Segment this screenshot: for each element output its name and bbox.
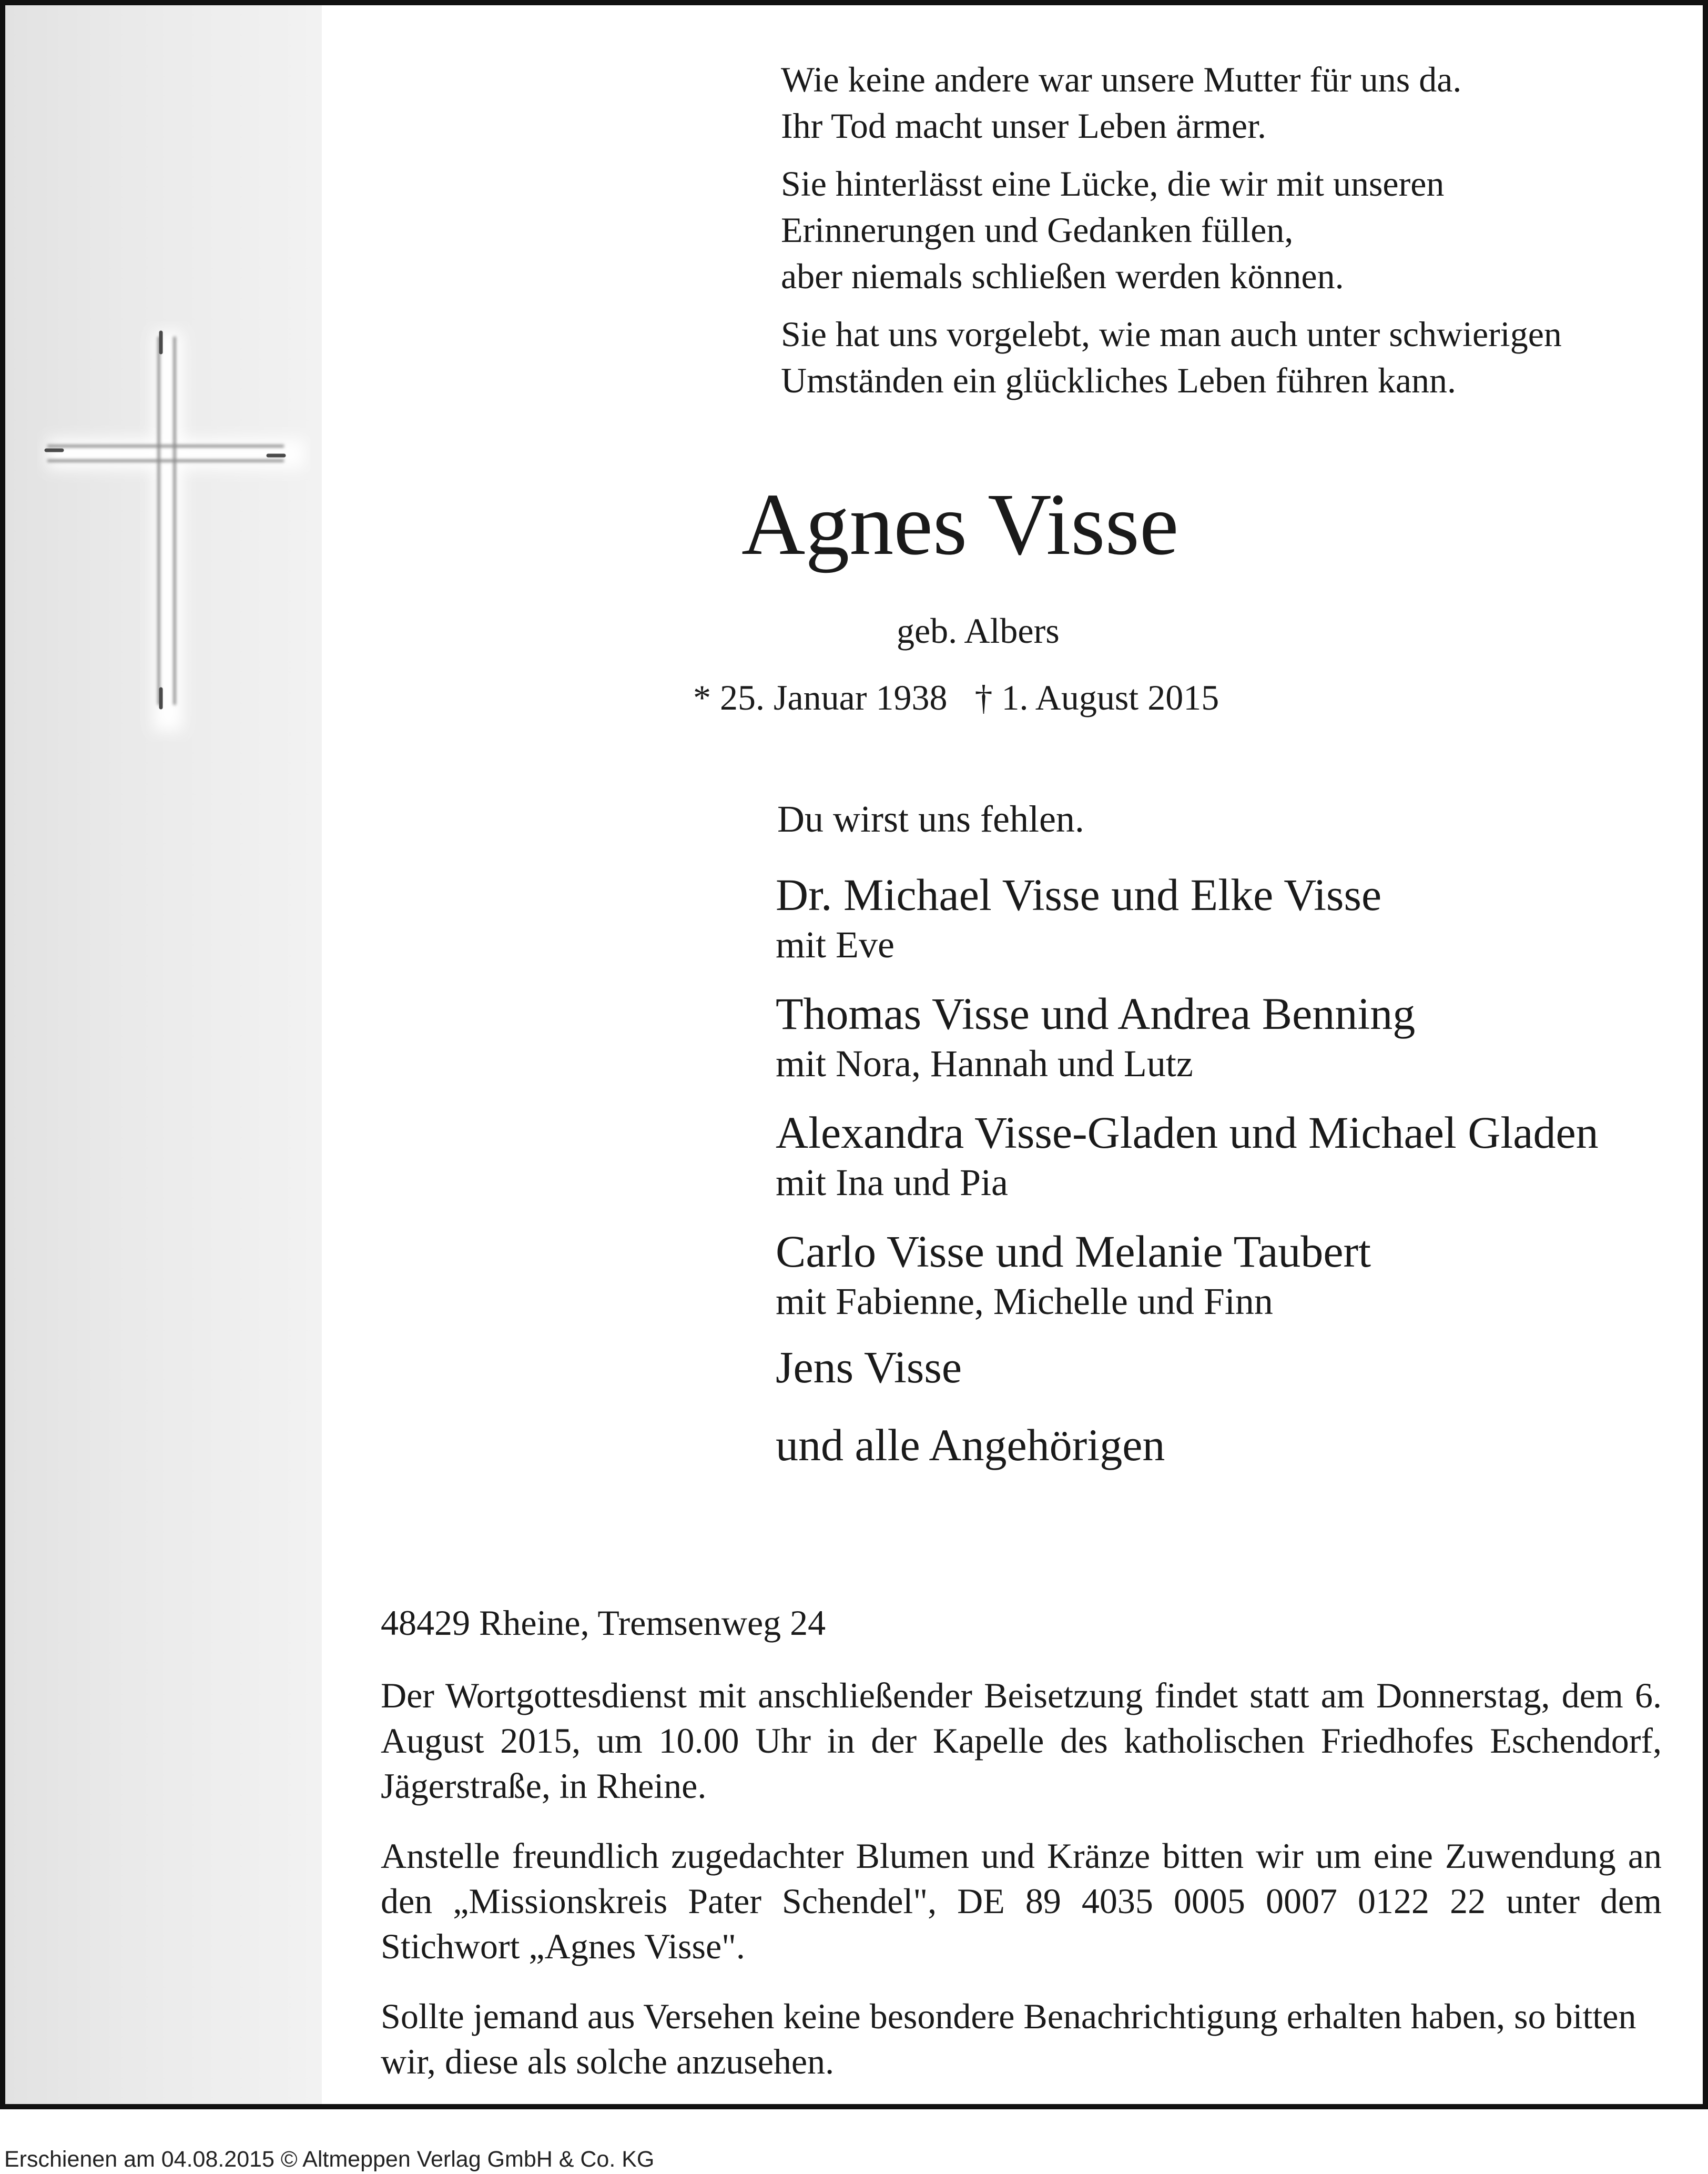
death-date: † 1. August 2015 bbox=[974, 678, 1219, 717]
mourner-name: und alle Angehörigen bbox=[776, 1420, 1165, 1470]
poem-line: Wie keine andere war unsere Mutter für uns da. bbox=[781, 59, 1462, 99]
mourner-entry bbox=[776, 1340, 1599, 1394]
address: 48429 Rheine, Tremsenweg 24 bbox=[381, 1603, 826, 1643]
mourner-children: mit Nora, Hannah und Lutz bbox=[776, 1043, 1193, 1085]
mourner-children: mit Fabienne, Michelle und Finn bbox=[776, 1280, 1273, 1322]
deceased-name: Agnes Visse bbox=[741, 476, 1179, 573]
mourner-entry bbox=[776, 987, 1599, 1087]
mourner-name: Dr. Michael Visse und Elke Visse bbox=[776, 869, 1382, 920]
mourner-entry bbox=[776, 1106, 1599, 1206]
poem-stanza bbox=[781, 311, 1562, 403]
donation-paragraph: Anstelle freundlich zugedachter Blumen und Kränze bitten wir um eine Zuwendung an den „Missionskreis Pater Schendel", DE 89 4035 0005 0007 0122 22 unter dem Stichwort „Agnes Visse". bbox=[381, 1836, 1662, 1966]
mourner-name: Thomas Visse und Andrea Benning bbox=[776, 988, 1416, 1039]
service-paragraph: Der Wortgottesdienst mit anschließender Beisetzung findet statt am Donnerstag, dem 6. August 2015, um 10.00 Uhr in der Kapelle des katholischen Friedhofes Eschendorf, Jägerstraße, in Rheine. bbox=[381, 1675, 1662, 1806]
mourner-entry bbox=[776, 1418, 1599, 1472]
poem bbox=[781, 56, 1562, 415]
mourner-entry bbox=[776, 868, 1599, 968]
mourner-name: Alexandra Visse-Gladen und Michael Gladen bbox=[776, 1107, 1599, 1158]
mourner-children: mit Ina und Pia bbox=[776, 1161, 1008, 1204]
notification-paragraph: Sollte jemand aus Versehen keine besondere Benachrichtigung erhalten haben, so bitten wir, diese als solche anzusehen. bbox=[381, 1996, 1636, 2081]
birth-date: * 25. Januar 1938 bbox=[693, 678, 948, 717]
poem-line: Sie hat uns vorgelebt, wie man auch unter schwierigen bbox=[781, 314, 1562, 354]
farewell-line: Du wirst uns fehlen. bbox=[777, 798, 1084, 840]
poem-line: Sie hinterlässt eine Lücke, die wir mit unseren bbox=[781, 164, 1445, 204]
poem-line: Erinnerungen und Gedanken füllen, bbox=[781, 210, 1294, 250]
poem-line: Umständen ein glückliches Leben führen kann. bbox=[781, 360, 1457, 400]
poem-line: Ihr Tod macht unser Leben ärmer. bbox=[781, 106, 1266, 146]
publication-credit: Erschienen am 04.08.2015 © Altmeppen Verlag GmbH & Co. KG bbox=[4, 2147, 655, 2172]
birth-name: geb. Albers bbox=[897, 611, 1060, 651]
poem-stanza bbox=[781, 56, 1562, 149]
poem-line: aber niemals schließen werden können. bbox=[781, 256, 1344, 296]
poem-stanza bbox=[781, 160, 1562, 299]
side-band bbox=[5, 5, 322, 2104]
mourners-list bbox=[776, 868, 1599, 1472]
mourner-children: mit Eve bbox=[776, 924, 894, 966]
mourner-name: Carlo Visse und Melanie Taubert bbox=[776, 1226, 1371, 1277]
life-dates bbox=[693, 674, 1219, 721]
mourner-name: Jens Visse bbox=[776, 1342, 962, 1392]
cross-icon bbox=[37, 321, 310, 742]
mourner-entry bbox=[776, 1225, 1599, 1324]
